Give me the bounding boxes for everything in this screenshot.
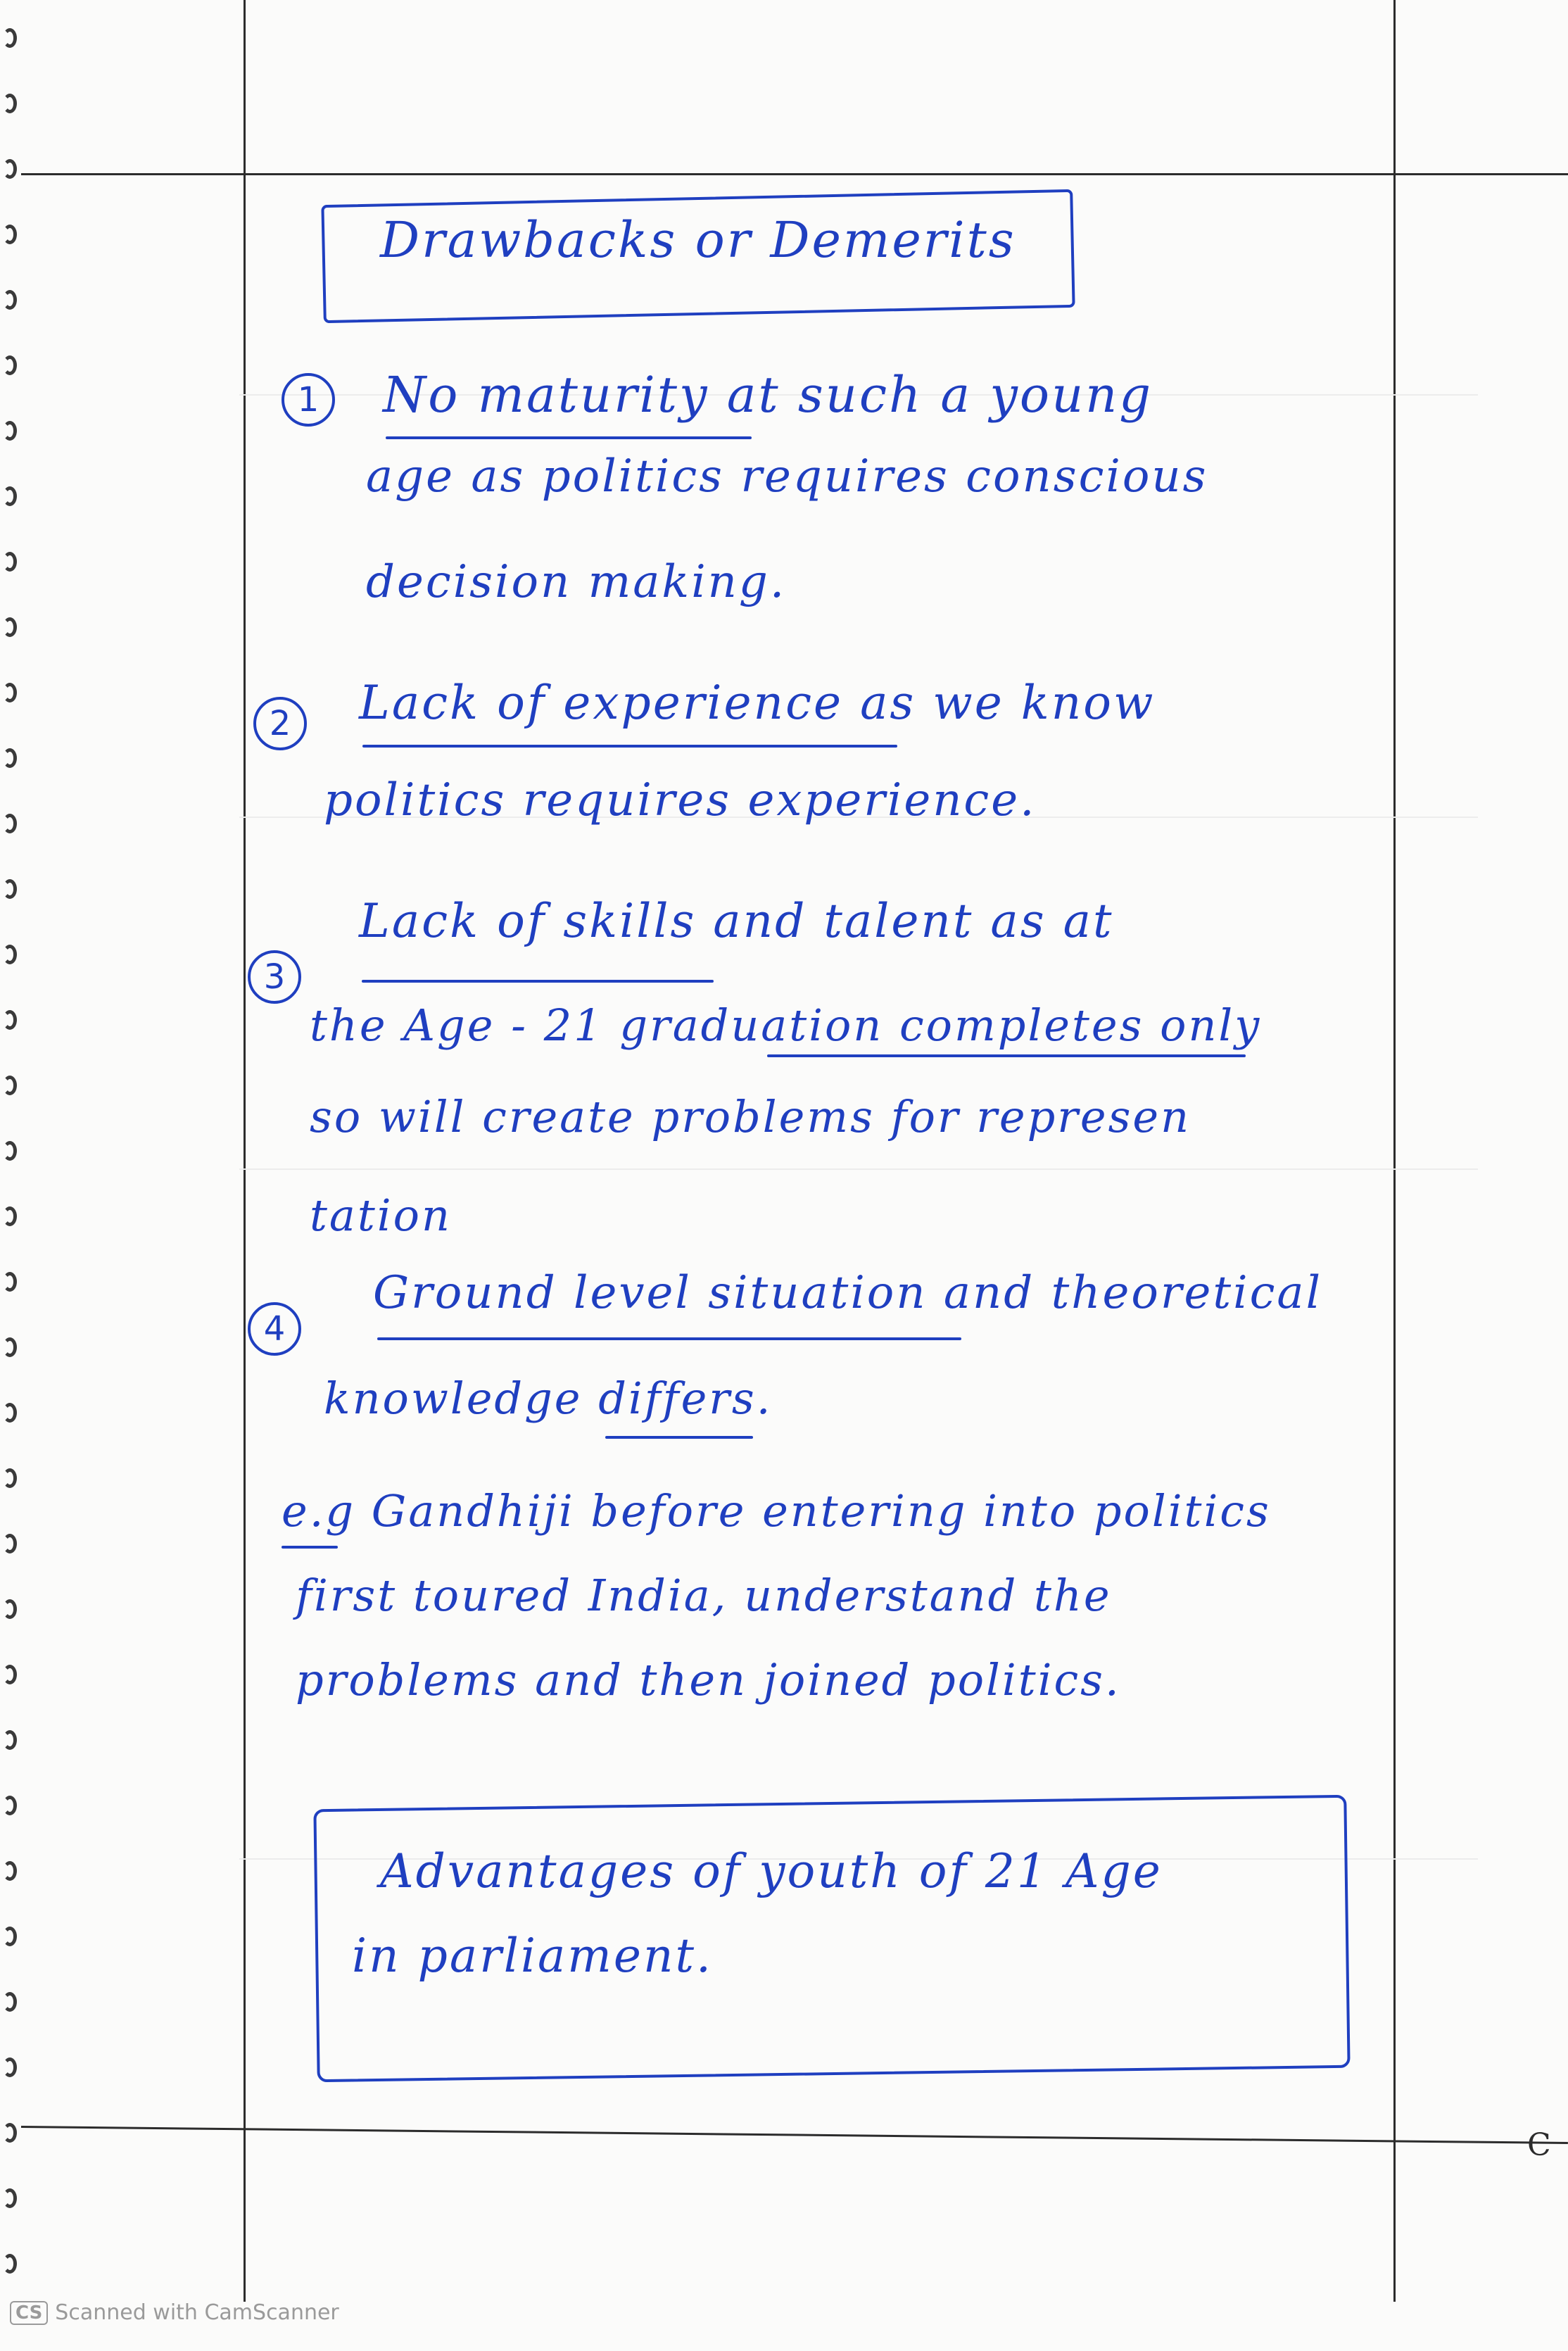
faint-rule: [239, 1168, 1478, 1170]
spiral-ring: [3, 1010, 17, 1030]
spiral-ring: [3, 28, 17, 48]
point-number-2: 2: [253, 697, 307, 750]
spiral-ring: [3, 879, 17, 899]
spiral-ring: [3, 1468, 17, 1488]
example-line-2: first toured India, understand the: [296, 1570, 1112, 1621]
point-number-4: 4: [248, 1302, 301, 1356]
spiral-ring: [3, 1796, 17, 1815]
spiral-ring: [3, 683, 17, 702]
spiral-ring: [3, 2254, 17, 2274]
header-rule: [21, 173, 1568, 175]
spiral-ring: [3, 225, 17, 244]
spiral-ring: [3, 290, 17, 310]
camscanner-logo-icon: CS: [10, 2301, 48, 2325]
point-3-line-4: tation: [310, 1190, 452, 1241]
point-number-1: 1: [282, 373, 335, 427]
point-1-underline: [386, 436, 752, 439]
spiral-ring: [3, 1665, 17, 1684]
example-underline: [282, 1546, 338, 1549]
spiral-ring: [3, 814, 17, 833]
corner-mark: C: [1527, 2127, 1553, 2163]
point-3-underline: [362, 980, 714, 983]
point-1-line-2: age as politics requires conscious: [366, 450, 1208, 503]
example-line-3: problems and then joined politics.: [296, 1654, 1121, 1706]
spiral-ring: [3, 159, 17, 179]
point-2-line-1: Lack of experience as we know: [359, 676, 1156, 730]
spiral-ring: [3, 2057, 17, 2077]
spiral-ring: [3, 1599, 17, 1619]
spiral-ring: [3, 1730, 17, 1750]
spiral-ring: [3, 2123, 17, 2143]
example-line-1: e.g Gandhiji before entering into politics: [282, 1485, 1271, 1537]
point-3-line-1: Lack of skills and talent as at: [359, 894, 1114, 948]
spiral-ring: [3, 94, 17, 113]
spiral-ring: [3, 617, 17, 637]
spiral-ring: [3, 1992, 17, 2012]
spiral-ring: [3, 1534, 17, 1553]
spiral-ring: [3, 552, 17, 572]
page-heading: Drawbacks or Demerits: [380, 211, 1016, 269]
spiral-ring: [3, 1272, 17, 1292]
point-2-line-2: politics requires experience.: [324, 774, 1037, 826]
spiral-ring: [3, 1206, 17, 1226]
point-3-line-3: so will create problems for represen: [310, 1091, 1191, 1142]
point-1-line-3: decision making.: [366, 556, 787, 608]
advantages-line-1: Advantages of youth of 21 Age: [380, 1844, 1163, 1898]
point-4-line-2: knowledge differs.: [324, 1373, 773, 1424]
spiral-ring: [3, 421, 17, 441]
left-margin-line: [244, 0, 246, 2302]
spiral-ring: [3, 1076, 17, 1095]
spiral-ring: [3, 2188, 17, 2208]
point-3-line-2: the Age - 21 graduation completes only: [310, 1000, 1262, 1051]
point-3-underline-2: [767, 1054, 1246, 1057]
spiral-ring: [3, 1861, 17, 1881]
point-1-line-1: No maturity at such a young: [383, 366, 1153, 424]
spiral-ring: [3, 486, 17, 506]
spiral-ring: [3, 355, 17, 375]
spiral-ring: [3, 1141, 17, 1161]
watermark-text: Scanned with CamScanner: [55, 2300, 339, 2325]
spiral-ring: [3, 748, 17, 768]
point-4-underline: [377, 1337, 961, 1340]
spiral-ring: [3, 945, 17, 964]
spiral-ring: [3, 1337, 17, 1357]
point-4-underline-2: [605, 1436, 753, 1439]
point-number-3: 3: [248, 950, 301, 1004]
camscanner-watermark: [10, 2300, 339, 2325]
spiral-ring: [3, 1927, 17, 1946]
footer-rule: [21, 2126, 1568, 2144]
point-2-underline: [362, 745, 897, 748]
point-4-line-1: Ground level situation and theoretical: [373, 1267, 1323, 1319]
spiral-ring: [3, 1403, 17, 1423]
right-margin-line: [1393, 0, 1396, 2302]
advantages-line-2: in parliament.: [352, 1929, 713, 1983]
